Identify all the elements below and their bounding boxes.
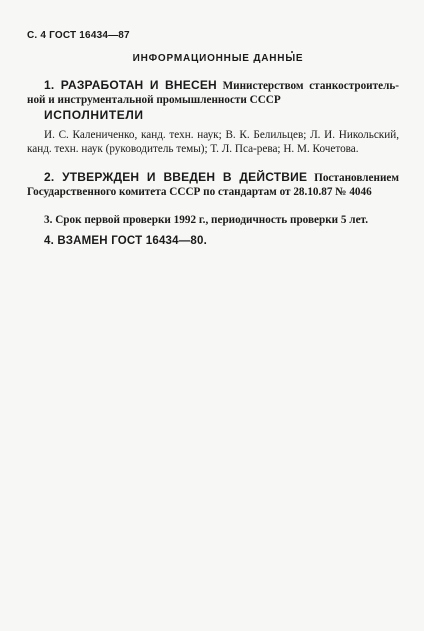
item-developed-text: Министерством станкостроитель-ной и инструментальной промышленности СССР (27, 80, 399, 106)
section-title: ИНФОРМАЦИОННЫЕ ДАННЫЕ (132, 53, 304, 64)
item-developed-lead: 1. РАЗРАБОТАН И ВНЕСЕН (44, 78, 217, 92)
performers-heading: ИСПОЛНИТЕЛИ (44, 108, 144, 122)
item-approved-lead: 2. УТВЕРЖДЕН И ВВЕДЕН В ДЕЙСТВИЕ (44, 170, 308, 184)
performers-part-2: В. К. Белильцев; Л. И. Никольский, канд. техн. наук (руководитель темы); Т. Л. Пса-рева; Н. М. Кочетова. (27, 129, 399, 155)
item-replaces: 4. ВЗАМЕН ГОСТ 16434—80. (44, 235, 208, 247)
item-review-term: 3. Срок первой проверки 1992 г., периодичность проверки 5 лет. (44, 214, 369, 226)
page-header: С. 4 ГОСТ 16434—87 (27, 30, 130, 41)
performers-part-1: И. С. Калениченко, канд. техн. наук; (44, 129, 226, 141)
item-approved (27, 170, 399, 199)
item-developed-by (27, 78, 399, 107)
performers-list (27, 128, 399, 156)
item-approved-text: Постановлением Государственного комитета СССР по стандартам от 28.10.87 № 4046 (27, 172, 399, 198)
